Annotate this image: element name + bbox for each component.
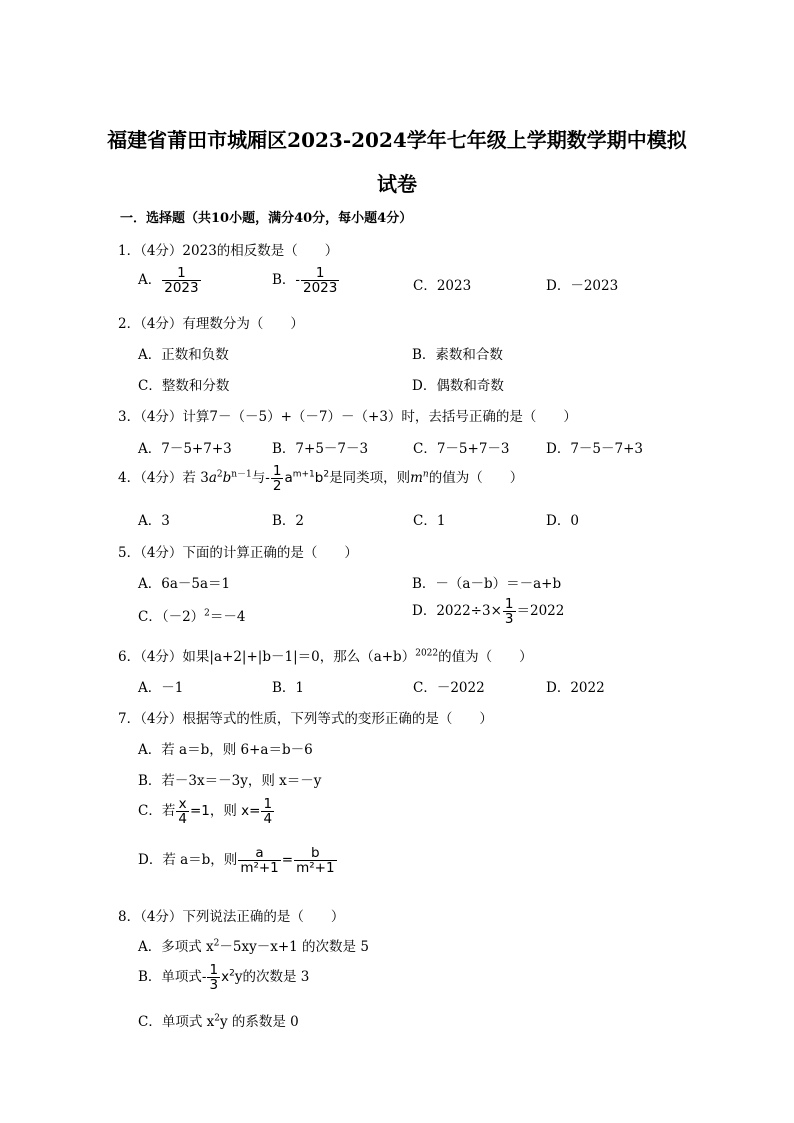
question-7-stem: 7．（4分）根据等式的性质，下列等式的变形正确的是（ ） [118,711,493,727]
question-5-option-d: D．2022÷3× $\frac{1}{3}$ ＝2022 [412,596,565,628]
question-4-option-d: D．0 [546,513,579,529]
question-7-option-d: D．若 a＝b，则 $\frac{a}{\text{m²+1}}$ = $\frac{b}{\text{m²+1}}$ [138,845,335,877]
question-3-option-d: D．7－5－7+3 [546,441,643,457]
question-3-stem: 3．（4分）计算7－（－5）+（－7）－（+3）时，去括号正确的是（ ） [118,409,577,425]
question-7-option-a: A．若 a＝b，则 6+a＝b－6 [138,742,313,758]
question-3-option-b: B．7+5－7－3 [272,441,369,457]
title-line-1: 福建省莆田市城厢区2023-2024学年七年级上学期数学期中模拟 [107,128,687,152]
question-8-option-c: C．单项式 $x^2y$ 的系数是 0 [138,1013,299,1030]
question-1-option-b: B．- $\frac{1}{2023}$ [272,265,338,297]
question-1-option-d: D．－2023 [546,278,619,294]
question-6-option-b: B．1 [272,680,305,696]
question-4-option-c: C．1 [413,513,446,529]
question-4-option-a: A．3 [138,513,170,529]
question-7-option-b: B．若－3x＝－3y，则 x＝－y [138,773,322,789]
question-6-stem: 6．（4分）如果|a+2|+|b－1|＝0，那么$(a+b)^{2022}$的值为（ ） [118,648,533,665]
question-7-option-c: C．若 $\frac{x}{4}$ =1，则 x= $\frac{1}{4}$ [138,796,273,828]
question-2-option-d: D．偶数和奇数 [412,378,504,394]
section-header: 一．选择题（共10小题，满分40分，每小题4分） [120,211,413,226]
question-1-stem: 1．（4分）2023的相反数是（ ） [118,243,339,259]
title-line-2: 试卷 [377,172,417,196]
question-1-option-c: C．2023 [413,278,472,294]
question-5-option-b: B．－（a－b）＝－a+b [412,576,562,592]
question-2-stem: 2．（4分）有理数分为（ ） [118,316,304,332]
question-5-stem: 5．（4分）下面的计算正确的是（ ） [118,545,358,561]
question-4-option-b: B．2 [272,513,305,529]
question-2-option-b: B．素数和合数 [412,347,503,363]
question-1-option-a: A． $\frac{1}{2023}$ [138,265,199,297]
question-8-option-b: B．单项式- $\frac{1}{3}$ $x^2y$的次数是 3 [138,962,310,994]
question-6-option-d: D．2022 [546,680,605,696]
question-5-option-c: C．$(-2)^2=-4$ [138,608,246,625]
question-2-option-a: A．正数和负数 [138,347,229,363]
question-8-stem: 8．（4分）下列说法正确的是（ ） [118,909,345,925]
question-8-option-a: A．多项式 $x^2-5xy-x+1$ 的次数是 5 [138,938,369,955]
question-3-option-c: C．7－5+7－3 [413,441,510,457]
question-5-option-a: A．6a－5a＝1 [138,576,231,592]
question-6-option-a: A．－1 [138,680,184,696]
question-3-option-a: A．7－5+7+3 [138,441,232,457]
question-6-option-c: C．－2022 [413,680,485,696]
question-4-stem: 4．（4分）若 $3a^2b^{n-1}$与- $\frac{1}{2}$ $a^{m+1}b^2$是同类项，则$m^n$的值为（ ） [118,463,524,495]
question-2-option-c: C．整数和分数 [138,378,230,394]
